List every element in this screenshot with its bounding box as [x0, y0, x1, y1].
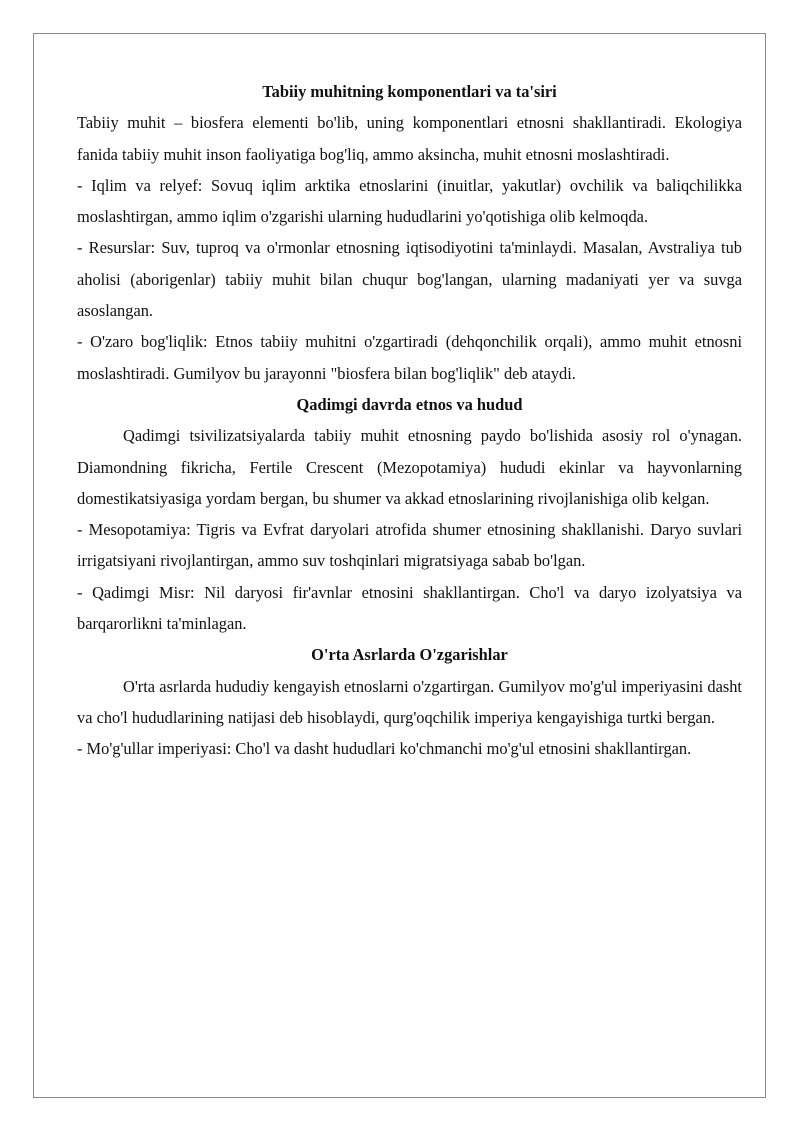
- section-heading: Tabiiy muhitning komponentlari va ta'siri: [262, 82, 557, 101]
- bullet-paragraph: - Mo'g'ullar imperiyasi: Cho'l va dasht hududlari ko'chmanchi mo'g'ul etnosini shakllantirgan.: [77, 739, 692, 759]
- bullet-paragraph: - Iqlim va relyef: Sovuq iqlim arktika etnoslarini (inuitlar, yakutlar) ovchilik va baliqchilikka moslashtirgan, ammo iqlim o'zgarishi ularning hududlarini yo'qotishiga olib kelmoqda.: [77, 175, 742, 227]
- paragraph: Qadimgi tsivilizatsiyalarda tabiiy muhit etnosning paydo bo'lishida asosiy rol o'ynagan. Diamondning fikricha, Fertile Crescent (Mezopotamiya) hududi ekinlar va hayvonlarning domestikatsiyasiga yordam bergan, bu shumer va akkad etnoslarining rivojlanishiga olib kelgan.: [77, 426, 742, 508]
- section-natural-environment: [77, 76, 742, 389]
- section-heading: O'rta Asrlarda O'zgarishlar: [311, 645, 508, 665]
- bullet-paragraph: - Resurslar: Suv, tuproq va o'rmonlar etnosning iqtisodiyotini ta'minlaydi. Masalan, Avstraliya tub aholisi (aborigenlar) tabiiy muhit bilan chuqur bog'langan, ularning madaniyati yer va suvga asoslangan.: [77, 238, 742, 321]
- bullet-paragraph: - Qadimgi Misr: Nil daryosi fir'avnlar etnosini shakllantirgan. Cho'l va daryo izolyatsiya va barqarorlikni ta'minlagan.: [77, 582, 742, 634]
- section-ancient-period: [77, 389, 742, 639]
- bullet-paragraph: - O'zaro bog'liqlik: Etnos tabiiy muhitni o'zgartiradi (dehqonchilik orqali), ammo muhit etnosni moslashtiradi. Gumilyov bu jarayonni "biosfera bilan bog'liqlik" deb ataydi.: [77, 332, 742, 383]
- section-heading: Qadimgi davrda etnos va hudud: [296, 394, 523, 414]
- paragraph: Tabiiy muhit – biosfera elementi bo'lib, uning komponentlari etnosni shakllantiradi. Ekologiya fanida tabiiy muhit inson faoliyatiga bog'liq, ammo aksincha, muhit etnosni moslashtiradi.: [77, 113, 742, 164]
- paragraph: O'rta asrlarda hududiy kengayish etnoslarni o'zgartirgan. Gumilyov mo'g'ul imperiyasini dasht va cho'l hududlarining natijasi deb hisoblaydi, qurg'oqchilik imperiya kengayishiga turtki bergan.: [77, 676, 742, 727]
- section-middle-ages: [77, 639, 742, 764]
- bullet-paragraph: - Mesopotamiya: Tigris va Evfrat daryolari atrofida shumer etnosining shakllanishi. Daryo suvlari irrigatsiyani rivojlantirgan, ammo suv toshqinlari migratsiyaga sabab bo'lgan.: [77, 520, 742, 571]
- document-body: [77, 76, 742, 765]
